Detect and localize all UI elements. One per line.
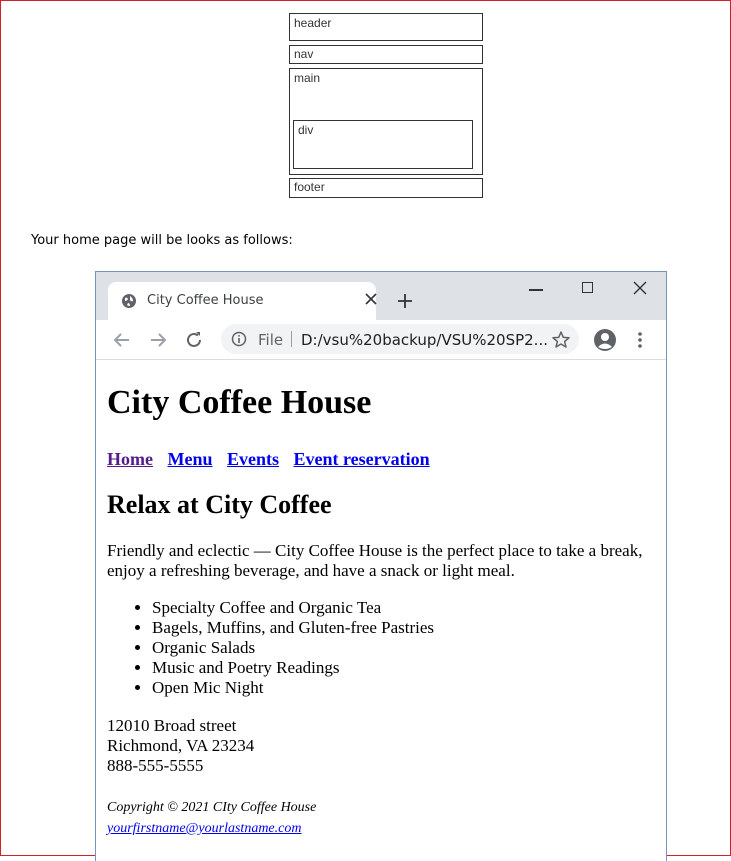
browser-window [95, 271, 667, 861]
nav-link-home[interactable]: Home [107, 449, 153, 469]
nav-link-event-reservation[interactable]: Event reservation [293, 449, 430, 469]
url-text[interactable]: D:/vsu%20backup/VSU%20SP2... [301, 331, 548, 349]
nav-link-menu[interactable]: Menu [167, 449, 213, 469]
list-item: • Specialty Coffee and Organic Tea [152, 598, 434, 618]
maximize-icon[interactable] [582, 282, 593, 293]
copyright-text: Copyright © 2021 CIty Coffee House [107, 800, 317, 815]
wireframe-nav-box [289, 45, 483, 64]
globe-icon [121, 293, 137, 309]
address-city: Richmond, VA 23234 [107, 736, 255, 755]
wireframe-header-label: header [294, 16, 332, 30]
features-list [107, 598, 434, 698]
page-footer [107, 797, 316, 839]
browser-tab[interactable] [108, 282, 376, 320]
address-street: 12010 Broad street [107, 716, 237, 735]
intro-text: Your home page will be looks as follows: [31, 233, 293, 248]
list-item: • Organic Salads [152, 638, 434, 658]
tab-strip [96, 272, 666, 320]
wireframe-footer-box [289, 178, 483, 198]
nav-link-events[interactable]: Events [226, 449, 279, 469]
wireframe-div-label: div [298, 123, 314, 137]
site-title: City Coffee House [107, 384, 372, 421]
kebab-menu-icon[interactable] [637, 330, 643, 350]
back-arrow-icon[interactable] [112, 330, 132, 350]
email-link[interactable]: yourfirstname@yourlastname.com [107, 821, 302, 836]
address-separator [291, 331, 292, 347]
list-item: • Bagels, Muffins, and Gluten-free Pastries [152, 618, 434, 638]
profile-avatar-icon[interactable] [593, 328, 617, 352]
address-block [107, 716, 254, 776]
wireframe-header-box [289, 13, 483, 41]
list-item: • Open Mic Night [152, 678, 434, 698]
wireframe-nav-label: nav [294, 47, 314, 61]
reload-icon[interactable] [184, 330, 204, 350]
window-close-icon[interactable] [633, 281, 647, 295]
wireframe-footer-label: footer [294, 180, 325, 194]
bookmark-star-icon[interactable] [551, 330, 571, 350]
list-item: • Music and Poetry Readings [152, 658, 434, 678]
intro-paragraph: Friendly and eclectic — City Coffee House is the perfect place to take a break, enjoy a refreshing beverage, and have a snack or light meal. [107, 541, 643, 580]
site-nav [107, 449, 440, 470]
address-bar[interactable] [221, 324, 579, 354]
wireframe-main-label: main [294, 71, 321, 85]
browser-toolbar [96, 320, 666, 360]
address-phone: 888-555-5555 [107, 756, 204, 775]
info-icon[interactable] [231, 331, 247, 347]
scheme-label: File [258, 331, 284, 349]
new-tab-icon[interactable] [396, 292, 414, 310]
forward-arrow-icon[interactable] [148, 330, 168, 350]
tab-title: City Coffee House [147, 293, 264, 308]
wireframe-div-box [293, 120, 473, 169]
close-tab-icon[interactable] [364, 292, 378, 306]
section-heading: Relax at City Coffee [107, 490, 332, 519]
minimize-icon[interactable] [529, 289, 543, 291]
